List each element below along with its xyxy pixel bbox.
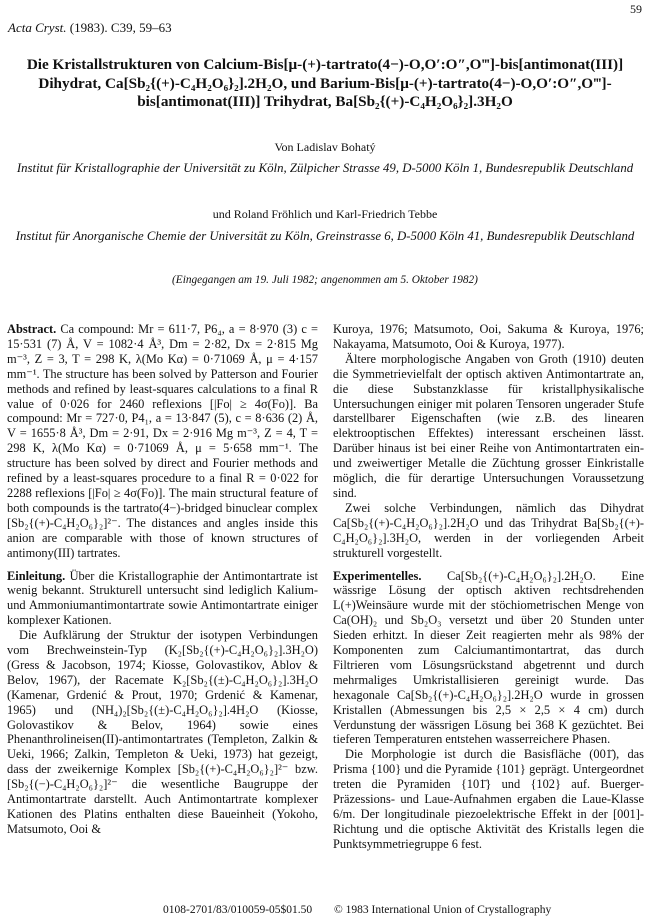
- experimentelles-heading: Experimentelles.: [333, 568, 422, 583]
- experimentelles-text-1: Ca[Sb₂{(+)-C₄H₂O₆}₂].2H₂O. Eine wässrige Lösung der optisch aktiven rechtsdrehenden L(+)Weinsäure wurde mit der stöchiometrischen Menge von Ca(OH)₂ und Sb₂O₃ versetzt und über 20 Stunden unter Sieden erhitzt. In dieser Zeit reagierten mehr als 98% der Komponenten zum Calciumantimontartrat, das durch Filtrieren vom Lösungsrückstand abgetrennt und durch mehrmaliges Umkristallisieren gereinigt wurde. Das hexagonale Ca[Sb₂{(+)-C₄H₂O₆}₂].2H₂O wurde in grossen Kristallen (Abmessungen bis 2,5 × 2,5 × 4 cm) durch Verdunstung der wässrigen Lösung bei 368 K gezüchtet. Bei tieferen Temperaturen entstehen wasserreichere Phasen.: [333, 568, 644, 747]
- journal-reference: [8, 20, 172, 36]
- affiliation-1: Institut für Kristallographie der Universität zu Köln, Zülpicher Strasse 49, D-5000 Köln 1, Bundesrepublik Deutschland: [16, 161, 634, 175]
- page-number: 59: [630, 2, 642, 16]
- experimentelles-paragraph-2: Die Morphologie ist durch die Basisfläche (001̄), das Prisma {100} und die Pyramide {101} geprägt. Untergeordnet treten die Pyramiden {101̄} und {102} auf. Buerger-Präzessions- und Laue-Aufnahmen ergaben die Laue-Klasse 6/m. Der longitudinale piezoelektrische Effekt in der [001]-Richtung und die optische Aktivität des Kristalls legen die Punktsymmetriegruppe 6 fest.: [333, 747, 644, 851]
- journal-volume-pages: (1983). C39, 59–63: [66, 20, 172, 35]
- author-line-2: und Roland Fröhlich und Karl-Friedrich Tebbe: [212, 207, 438, 221]
- affiliation-2: Institut für Anorganische Chemie der Universität zu Köln, Greinstrasse 6, D-5000 Köln 41, Bundesrepublik Deutschland: [15, 229, 635, 243]
- left-column: [7, 322, 318, 837]
- einleitung-paragraph-4: Zwei solche Verbindungen, nämlich das Dihydrat Ca[Sb₂{(+)-C₄H₂O₆}₂].2H₂O und das Trihydrat Ba[Sb₂{(+)-C₄H₂O₆}₂].3H₂O, werden in der vorliegenden Arbeit strukturell vorgestellt.: [333, 500, 644, 560]
- einleitung-paragraph-2: Die Aufklärung der Struktur der isotypen Verbindungen vom Brechweinstein-Typ (K₂[Sb₂{(+)-C₄H₂O₆}₂].3H₂O) (Gress & Jacobson, 1974; Kiosse, Golovastikov, Ablov & Belov, 1967), der Racemate K₂[Sb₂{(±)-C₄H₂O₆}₂].3H₂O (Kamenar, Grdenić & Prout, 1970; Grdenić & Kamenar, 1965) und (NH₄)₂[Sb₂{(±)-C₄H₂O₆}₂].4H₂O (Kiosse, Golovastikov & Belov, 1964) sowie eines Phenanthrolineisen(II)-antimontartrates (Templeton, Zalkin & Ueki, 1966; Zalkin, Templeton & Ueki, 1973) hat gezeigt, dass der zweikernige Komplex [Sb₂{(+)-C₄H₂O₆}₂]²⁻ bzw. [Sb₂{(−)-C₄H₂O₆}₂]²⁻ die wesentliche Baugruppe der Antimontartrate darstellt. Auch Antimontartrate komplexer Kationen des Platins enthalten diese Baueinheit (Yokoho, Matsumoto, Ooi &: [7, 628, 318, 836]
- right-column: [333, 322, 644, 852]
- received-dates: (Eingegangen am 19. Juli 1982; angenommen am 5. Oktober 1982): [172, 274, 478, 286]
- abstract-text: Ca compound: Mr = 611·7, P6₄, a = 8·970 (3) c = 15·531 (7) Å, V = 1082·4 Å³, Dm = 2·82, Dx = 2·815 Mg m⁻³, Z = 3, T = 298 K, λ(Mo Kα) = 0·71069 Å, μ = 4·157 mm⁻¹. The structure has been solved by Patterson and Fourier methods and refined by least-squares calculations to a final R value of 0·026 for 2460 reflexions [|Fo| ≥ 4σ(Fo)]. Ba compound: Mr = 727·0, P4₁, a = 13·847 (5), c = 8·636 (2) Å, V = 1655·8 Å³, Dm = 2·91, Dx = 2·916 Mg m⁻³, Z = 4, T = 298 K, λ(Mo Kα) = 0·71069 Å, μ = 5·658 mm⁻¹. The structure has been solved by direct and Fourier methods and refined by a least-squares procedure to a final R = 0·022 for 2288 reflexions [|Fo| ≥ 4σ(Fo)]. The main structural feature of both compounds is the tartrato(4−)-bridged binuclear complex [Sb₂{(+)-C₄H₂O₆}₂]²⁻. The distances and angles inside this anion are comparable with those of known structures of antimony(III) tartrates.: [7, 322, 318, 560]
- author-line-1: Von Ladislav Bohatý: [274, 140, 376, 154]
- footer-article-code: 0108-2701/83/010059-05$01.50: [163, 904, 313, 916]
- experimentelles-paragraph-1: [333, 569, 644, 748]
- einleitung-text-1: Über die Kristallographie der Antimontartrate ist wenig bekannt. Strukturell untersucht sind lediglich Kalium- und Ammoniumantimontartrate sowie Antimontartrate einiger komplexer Kationen.: [7, 568, 318, 628]
- abstract: [7, 322, 318, 561]
- article-title: Die Kristallstrukturen von Calcium-Bis[μ-(+)-tartrato(4−)-O,O′:O″,O‴]-bis[antimonat(III)] Dihydrat, Ca[Sb₂{(+)-C₄H₂O₆}₂].2H₂O, und Barium-Bis[μ-(+)-tartrato(4−)-O,O′:O″,O‴]-bis[antimonat(III)] Trihydrat, Ba[Sb₂{(+)-C₄H₂O₆}₂].3H₂O: [26, 56, 624, 110]
- footer-copyright: © 1983 International Union of Crystallography: [334, 904, 552, 916]
- abstract-heading: Abstract.: [7, 322, 57, 336]
- einleitung-paragraph-2-continued: Kuroya, 1976; Matsumoto, Ooi, Sakuma & Kuroya, 1976; Nakayama, Matsumoto, Ooi & Kuroya, 1977).: [333, 322, 644, 351]
- journal-name: Acta Cryst.: [8, 20, 67, 35]
- einleitung-paragraph-3: Ältere morphologische Angaben von Groth (1910) deuten die Symmetrievielfalt der optisch aktiven Antimontartrate an, die diese Substanzklasse für kristallphysikalische Untersuchungen einiger mit polaren Tensoren ungerader Stufe darstellbarer Eigenschaften (wie z.B. des linearen elektrooptischen Effektes) interessant erscheinen lässt. Darüber hinaus ist bei einer Reihe von Antimontartraten ein- und zweiwertiger Metalle die Züchtung grosser Einkristalle möglich, die für derartige Untersuchungen Voraussetzung sind.: [333, 351, 644, 500]
- einleitung-paragraph-1: [7, 569, 318, 629]
- einleitung-heading: Einleitung.: [7, 568, 66, 583]
